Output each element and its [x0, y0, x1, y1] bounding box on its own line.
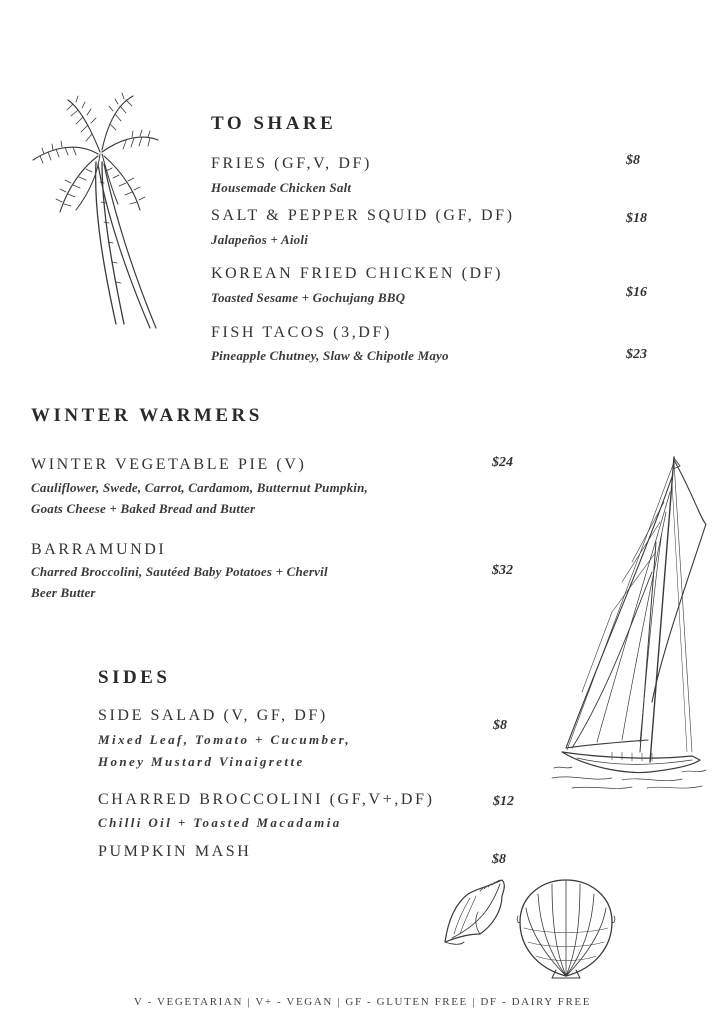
- item-price-squid: $18: [626, 211, 647, 226]
- item-price-charred-broccolini: $12: [493, 794, 514, 809]
- item-name-korean-chicken: KOREAN FRIED CHICKEN (DF): [211, 265, 504, 282]
- item-desc-side-salad: Mixed Leaf, Tomato + Cucumber, Honey Mustard Vinaigrette: [98, 732, 351, 769]
- item-desc-fries: Housemade Chicken Salt: [211, 180, 352, 195]
- item-desc-korean-chicken: Toasted Sesame + Gochujang BBQ: [211, 290, 406, 305]
- item-name-pumpkin-mash: PUMPKIN MASH: [98, 843, 252, 860]
- sailboat-icon: [552, 452, 707, 797]
- item-name-squid: SALT & PEPPER SQUID (GF, DF): [211, 207, 515, 224]
- item-desc-barramundi: Charred Broccolini, Sautéed Baby Potatoes + Chervil Beer Butter: [31, 564, 328, 600]
- item-price-korean-chicken: $16: [626, 285, 647, 300]
- dietary-legend-footer: V - VEGETARIAN | V+ - VEGAN | GF - GLUTEN FREE | DF - DAIRY FREE: [133, 996, 592, 1008]
- item-desc-vegetable-pie: Cauliflower, Swede, Carrot, Cardamom, Butternut Pumpkin, Goats Cheese + Baked Bread and Butter: [31, 480, 368, 516]
- item-name-side-salad: SIDE SALAD (V, GF, DF): [98, 707, 328, 724]
- section-title-winter-warmers: WINTER WARMERS: [31, 405, 263, 426]
- section-title-sides: SIDES: [98, 667, 171, 688]
- item-name-barramundi: BARRAMUNDI: [31, 541, 167, 558]
- scallop-shell-icon: [516, 876, 616, 980]
- item-desc-fish-tacos: Pineapple Chutney, Slaw & Chipotle Mayo: [211, 348, 449, 363]
- item-price-fish-tacos: $23: [626, 347, 647, 362]
- item-name-charred-broccolini: CHARRED BROCCOLINI (GF,V+,DF): [98, 791, 435, 808]
- item-price-vegetable-pie: $24: [492, 455, 513, 470]
- palm-tree-icon: [28, 92, 163, 332]
- item-name-fish-tacos: FISH TACOS (3,DF): [211, 324, 392, 341]
- section-title-to-share: TO SHARE: [211, 113, 337, 134]
- item-price-pumpkin-mash: $8: [492, 852, 506, 867]
- item-name-vegetable-pie: WINTER VEGETABLE PIE (V): [31, 456, 307, 473]
- conch-shell-icon: [440, 876, 510, 948]
- item-name-fries: FRIES (GF,V, DF): [211, 155, 372, 172]
- item-price-barramundi: $32: [492, 563, 513, 578]
- item-price-fries: $8: [626, 153, 640, 168]
- item-price-side-salad: $8: [493, 718, 507, 733]
- item-desc-charred-broccolini: Chilli Oil + Toasted Macadamia: [98, 815, 342, 830]
- item-desc-squid: Jalapeños + Aioli: [211, 232, 309, 247]
